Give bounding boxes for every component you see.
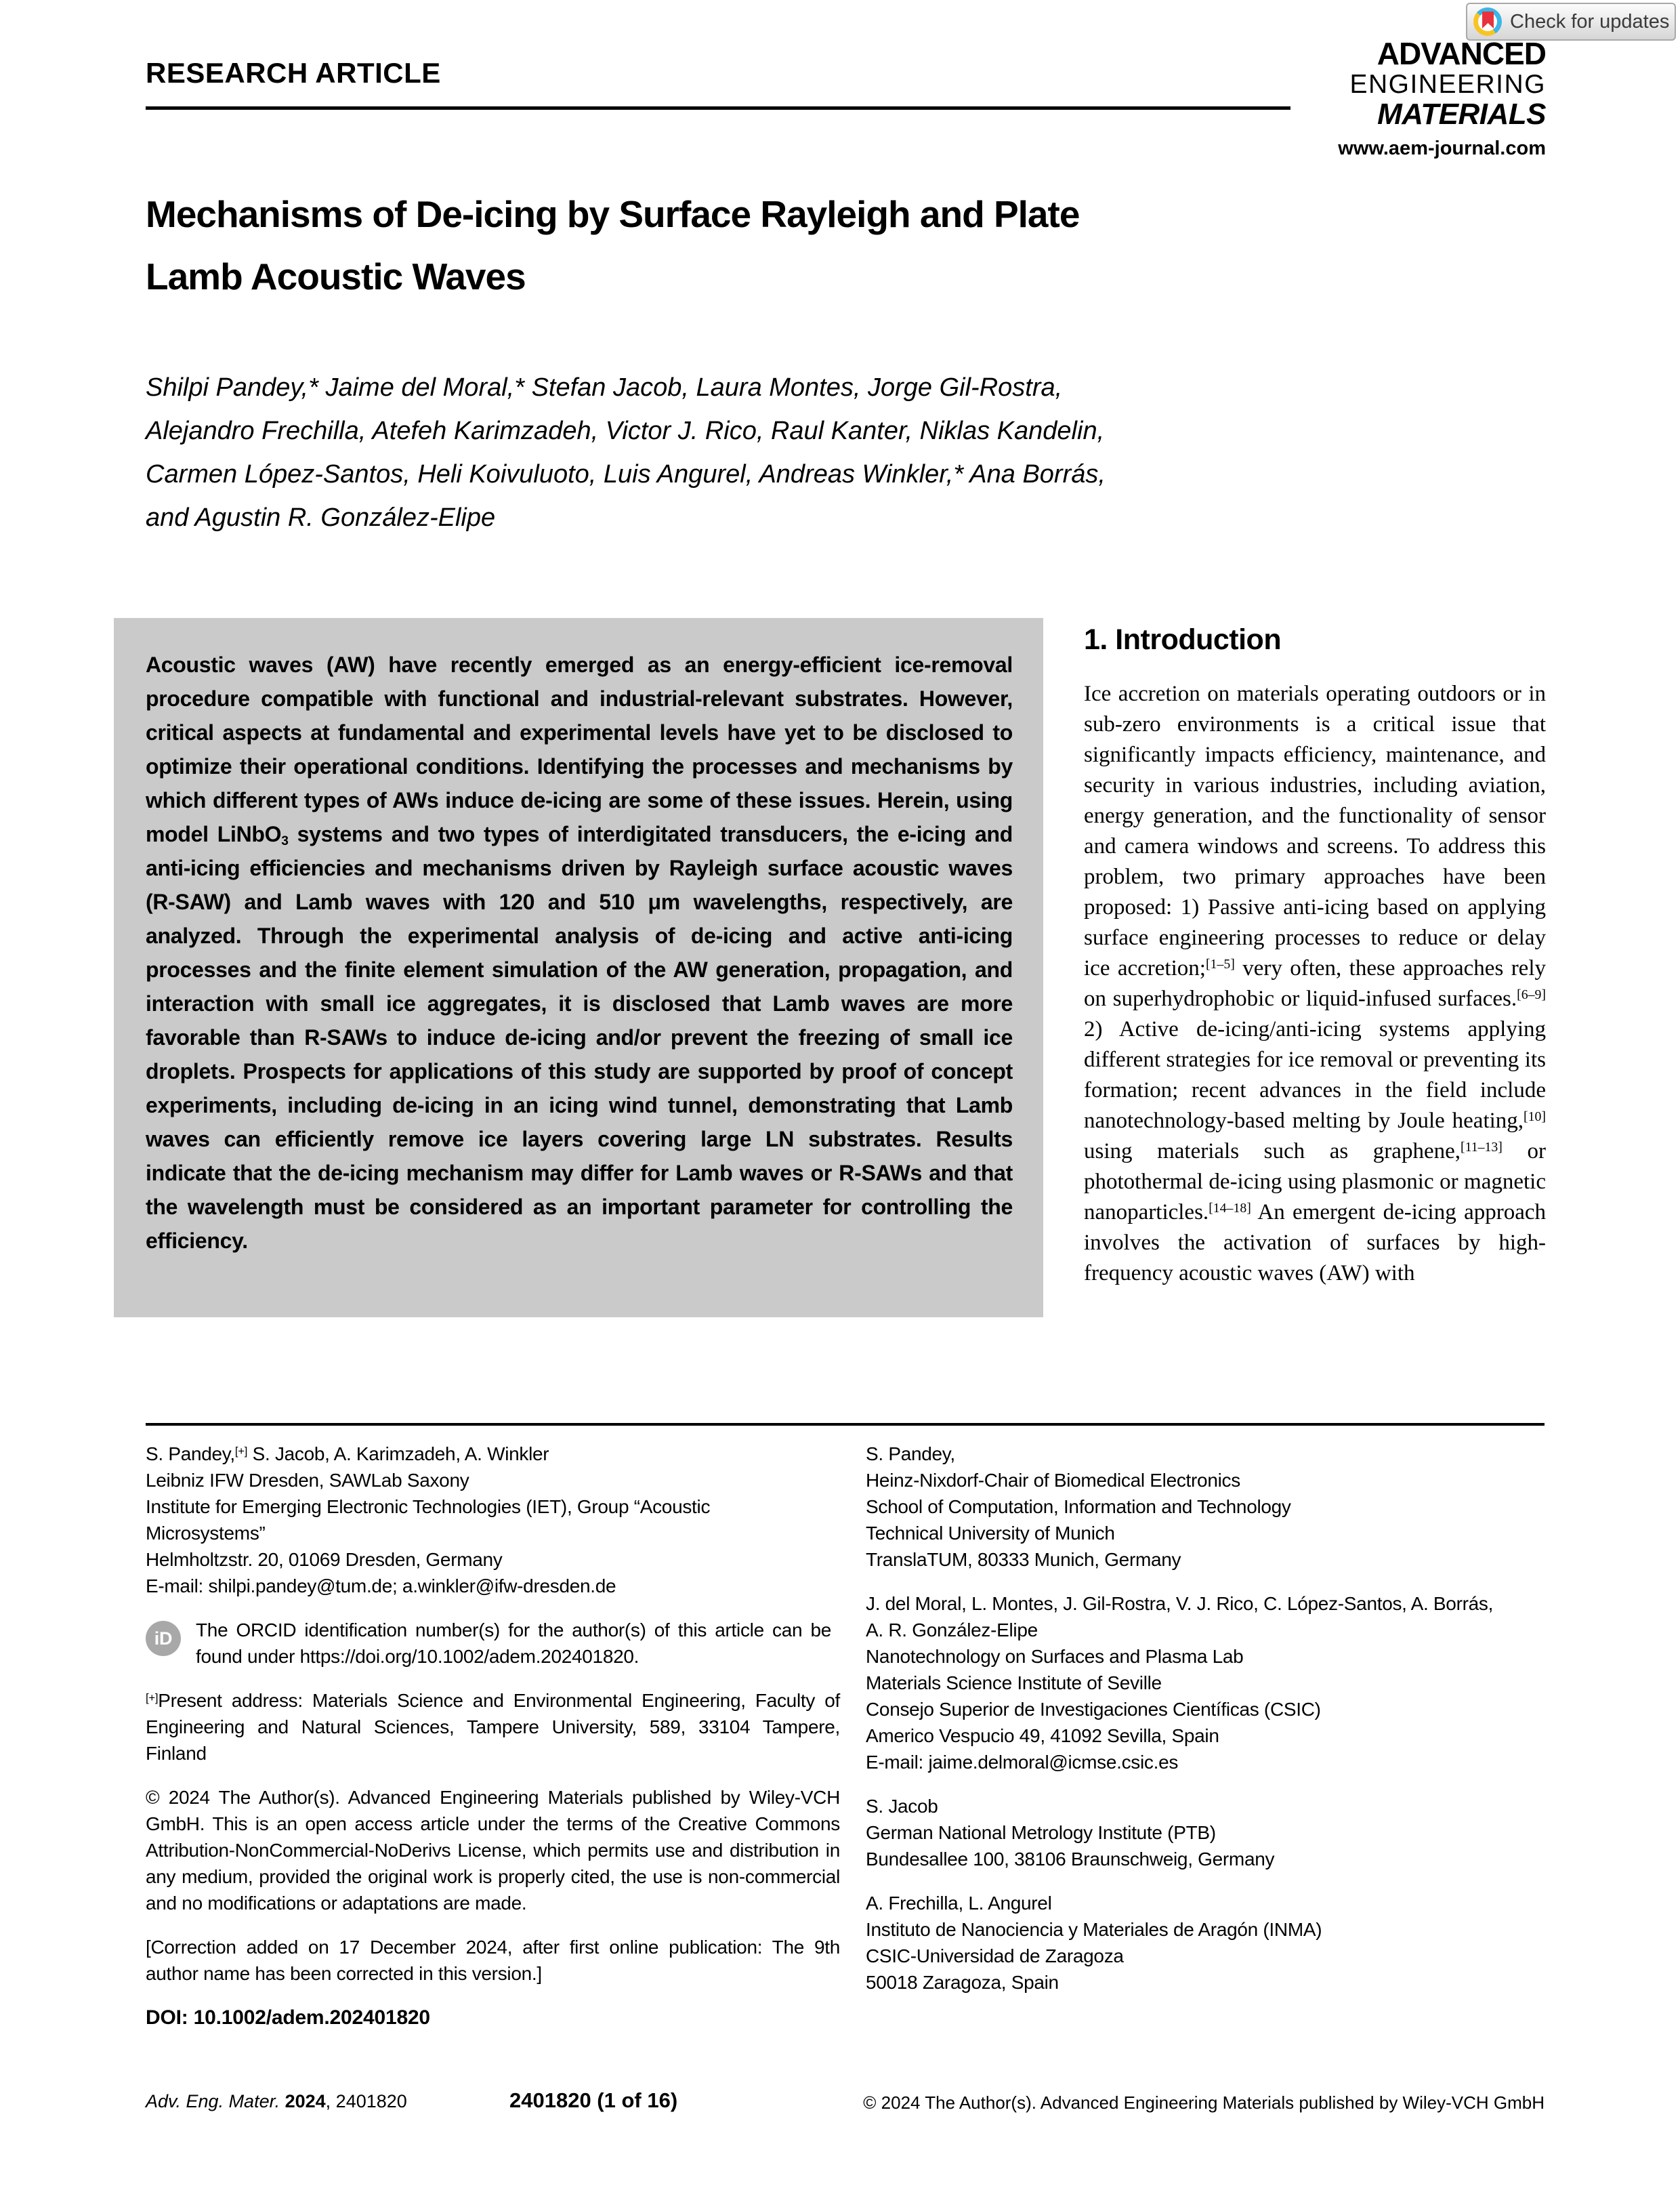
- affiliation-line: Technical University of Munich: [866, 1523, 1115, 1544]
- orcid-icon[interactable]: iD: [146, 1621, 181, 1656]
- affiliation-line: Consejo Superior de Investigaciones Científicas (CSIC): [866, 1699, 1321, 1720]
- affiliation-line: E-mail: jaime.delmoral@icmse.csic.es: [866, 1752, 1179, 1773]
- copyright-notice: © 2024 The Author(s). Advanced Engineering Materials published by Wiley-VCH GmbH. This is an open access article under the terms of the Creative Commons Attribution-NonCommercial-NoDerivs License, which permits use and distribution in any medium, provided the original work is properly cited, the use is non-commercial and no modifications or adaptations are made.: [146, 1787, 840, 1914]
- affiliation-line: A. R. González-Elipe: [866, 1619, 1038, 1640]
- affiliation-line: Materials Science Institute of Seville: [866, 1672, 1162, 1693]
- check-for-updates-label: Check for updates: [1510, 10, 1670, 33]
- affiliation-line: 50018 Zaragoza, Spain: [866, 1972, 1059, 1993]
- article-title: [146, 183, 1079, 308]
- footnote-divider: [146, 1423, 1545, 1426]
- affiliation-line: German National Metrology Institute (PTB): [866, 1822, 1216, 1843]
- affiliation-line: S. Pandey,: [866, 1443, 955, 1464]
- footer-page-number: 2401820 (1 of 16): [509, 2088, 678, 2112]
- footnote-right-column: [866, 1441, 1550, 2013]
- affiliation-line: Microsystems”: [146, 1523, 266, 1544]
- affiliation-line: A. Frechilla, L. Angurel: [866, 1893, 1052, 1914]
- doi-label: DOI: 10.1002/adem.202401820: [146, 2006, 430, 2029]
- author-list: [146, 366, 1106, 539]
- affiliation-line: Institute for Emerging Electronic Technologies (IET), Group “Acoustic: [146, 1496, 711, 1517]
- check-for-updates-badge[interactable]: [1466, 3, 1676, 41]
- orcid-note-text: The ORCID identification number(s) for the author(s) of this article can be found under https://doi.org/10.1002/adem.202401820.: [196, 1619, 831, 1667]
- affiliation-line: Heinz-Nixdorf-Chair of Biomedical Electronics: [866, 1470, 1240, 1491]
- abstract-text: Acoustic waves (AW) have recently emerged as an energy-efficient ice-removal procedure compatible with functional and industrial-relevant substrates. However, critical aspects at fundamental and experimental levels have yet to be disclosed to optimize their operational conditions. Identifying the processes and mechanisms by which different types of AWs induce de-icing are some of these issues. Herein, using model LiNbO$_3$ systems and two types of interdigitated transducers, the e-icing and anti-icing efficiencies and mechanisms driven by Rayleigh surface acoustic waves (R-SAW) and Lamb waves with 120 and 510 μm wavelengths, respectively, are analyzed. Through the experimental analysis of de-icing and active anti-icing processes and the finite element simulation of the AW generation, propagation, and interaction with small ice aggregates, it is disclosed that Lamb waves are more favorable than R-SAWs to induce de-icing and/or prevent the freezing of small ice droplets. Prospects for applications of this study are supported by proof of concept experiments, including de-icing in an icing wind tunnel, demonstrating that Lamb waves can efficiently remove ice layers covering large LN substrates. Results indicate that the de-icing mechanism may differ for Lamb waves or R-SAWs and that the wavelength must be considered as an important parameter for controlling the efficiency.: [146, 653, 1013, 1253]
- crossmark-icon: [1473, 7, 1502, 36]
- footnote-left-column: [146, 1441, 840, 2048]
- abstract-box: [114, 618, 1043, 1317]
- affiliation-line: School of Computation, Information and Technology: [866, 1496, 1291, 1517]
- article-type-label: RESEARCH ARTICLE: [146, 57, 441, 89]
- article-title-line-2: Lamb Acoustic Waves: [146, 255, 526, 297]
- orcid-note: [146, 1617, 840, 1670]
- journal-logo-line-1: ADVANCED: [1377, 36, 1546, 71]
- affiliation-line: Helmholtzstr. 20, 01069 Dresden, Germany: [146, 1549, 503, 1570]
- affiliation-line: Instituto de Nanociencia y Materiales de Aragón (INMA): [866, 1919, 1322, 1940]
- present-address-note: [+]Present address: Materials Science and Environmental Engineering, Faculty of Engineering and Natural Sciences, Tampere University, 589, 33104 Tampere, Finland: [146, 1690, 840, 1764]
- journal-logo-line-3: MATERIALS: [1377, 98, 1546, 131]
- footer-copyright: © 2024 The Author(s). Advanced Engineering Materials published by Wiley-VCH GmbH: [863, 2092, 1545, 2113]
- affiliation-line: Americo Vespucio 49, 41092 Sevilla, Spain: [866, 1725, 1219, 1746]
- affiliation-line: Nanotechnology on Surfaces and Plasma Lab: [866, 1646, 1244, 1667]
- journal-url: www.aem-journal.com: [1338, 138, 1546, 159]
- author-line-3: Carmen López-Santos, Heli Koivuluoto, Luis Angurel, Andreas Winkler,* Ana Borrás,: [146, 460, 1106, 489]
- affiliation-line: Bundesallee 100, 38106 Braunschweig, Germany: [866, 1849, 1275, 1870]
- author-line-1: Shilpi Pandey,* Jaime del Moral,* Stefan Jacob, Laura Montes, Jorge Gil-Rostra,: [146, 373, 1063, 402]
- author-line-4: and Agustin R. González-Elipe: [146, 503, 496, 532]
- footer-citation: Adv. Eng. Mater. 2024, 2401820: [146, 2091, 407, 2111]
- journal-logo: [1338, 38, 1546, 159]
- affiliation-line: S. Jacob: [866, 1796, 938, 1817]
- affiliation-block-ptb: [866, 1793, 1550, 1872]
- affiliation-line: TranslaTUM, 80333 Munich, Germany: [866, 1549, 1181, 1570]
- affiliation-line: J. del Moral, L. Montes, J. Gil-Rostra, V. J. Rico, C. López-Santos, A. Borrás,: [866, 1593, 1494, 1614]
- affiliation-line: S. Pandey,[+] S. Jacob, A. Karimzadeh, A. Winkler: [146, 1443, 549, 1464]
- affiliation-block-seville: [866, 1590, 1550, 1775]
- introduction-paragraph: Ice accretion on materials operating outdoors or in sub-zero environments is a critical issue that significantly impacts efficiency, maintenance, and security in various industries, including aviation, energy generation, and the functionality of sensor and camera windows and screens. To address this problem, two primary approaches have been proposed: 1) Passive anti-icing based on applying surface engineering processes to reduce or delay ice accretion;[1–5] very often, these approaches rely on superhydrophobic or liquid-infused surfaces.[6–9] 2) Active de-icing/anti-icing systems applying different strategies for ice removal or preventing its formation; recent advances in the field include nanotechnology-based melting by Joule heating,[10] using materials such as graphene,[11–13] or photothermal de-icing using plasmonic or magnetic nanoparticles.[14–18] An emergent de-icing approach involves the activation of surfaces by high-frequency acoustic waves (AW) with: [1084, 682, 1546, 1285]
- correction-notice: [Correction added on 17 December 2024, after first online publication: The 9th author name has been corrected in this version.]: [146, 1937, 840, 1984]
- affiliation-line: E-mail: shilpi.pandey@tum.de; a.winkler@ifw-dresden.de: [146, 1575, 616, 1596]
- affiliation-line: CSIC-Universidad de Zaragoza: [866, 1945, 1124, 1966]
- affiliation-block-munich: [866, 1441, 1550, 1573]
- section-heading-introduction: 1. Introduction: [1084, 623, 1282, 656]
- affiliation-block-dresden: [146, 1441, 840, 1599]
- header-divider: [146, 106, 1290, 110]
- author-line-2: Alejandro Frechilla, Atefeh Karimzadeh, Victor J. Rico, Raul Kanter, Niklas Kandelin,: [146, 417, 1105, 445]
- journal-logo-line-2: ENGINEERING: [1349, 70, 1546, 99]
- article-title-line-1: Mechanisms of De-icing by Surface Rayleigh and Plate: [146, 193, 1080, 235]
- affiliation-line: Leibniz IFW Dresden, SAWLab Saxony: [146, 1470, 469, 1491]
- affiliation-block-zaragoza: [866, 1890, 1550, 1996]
